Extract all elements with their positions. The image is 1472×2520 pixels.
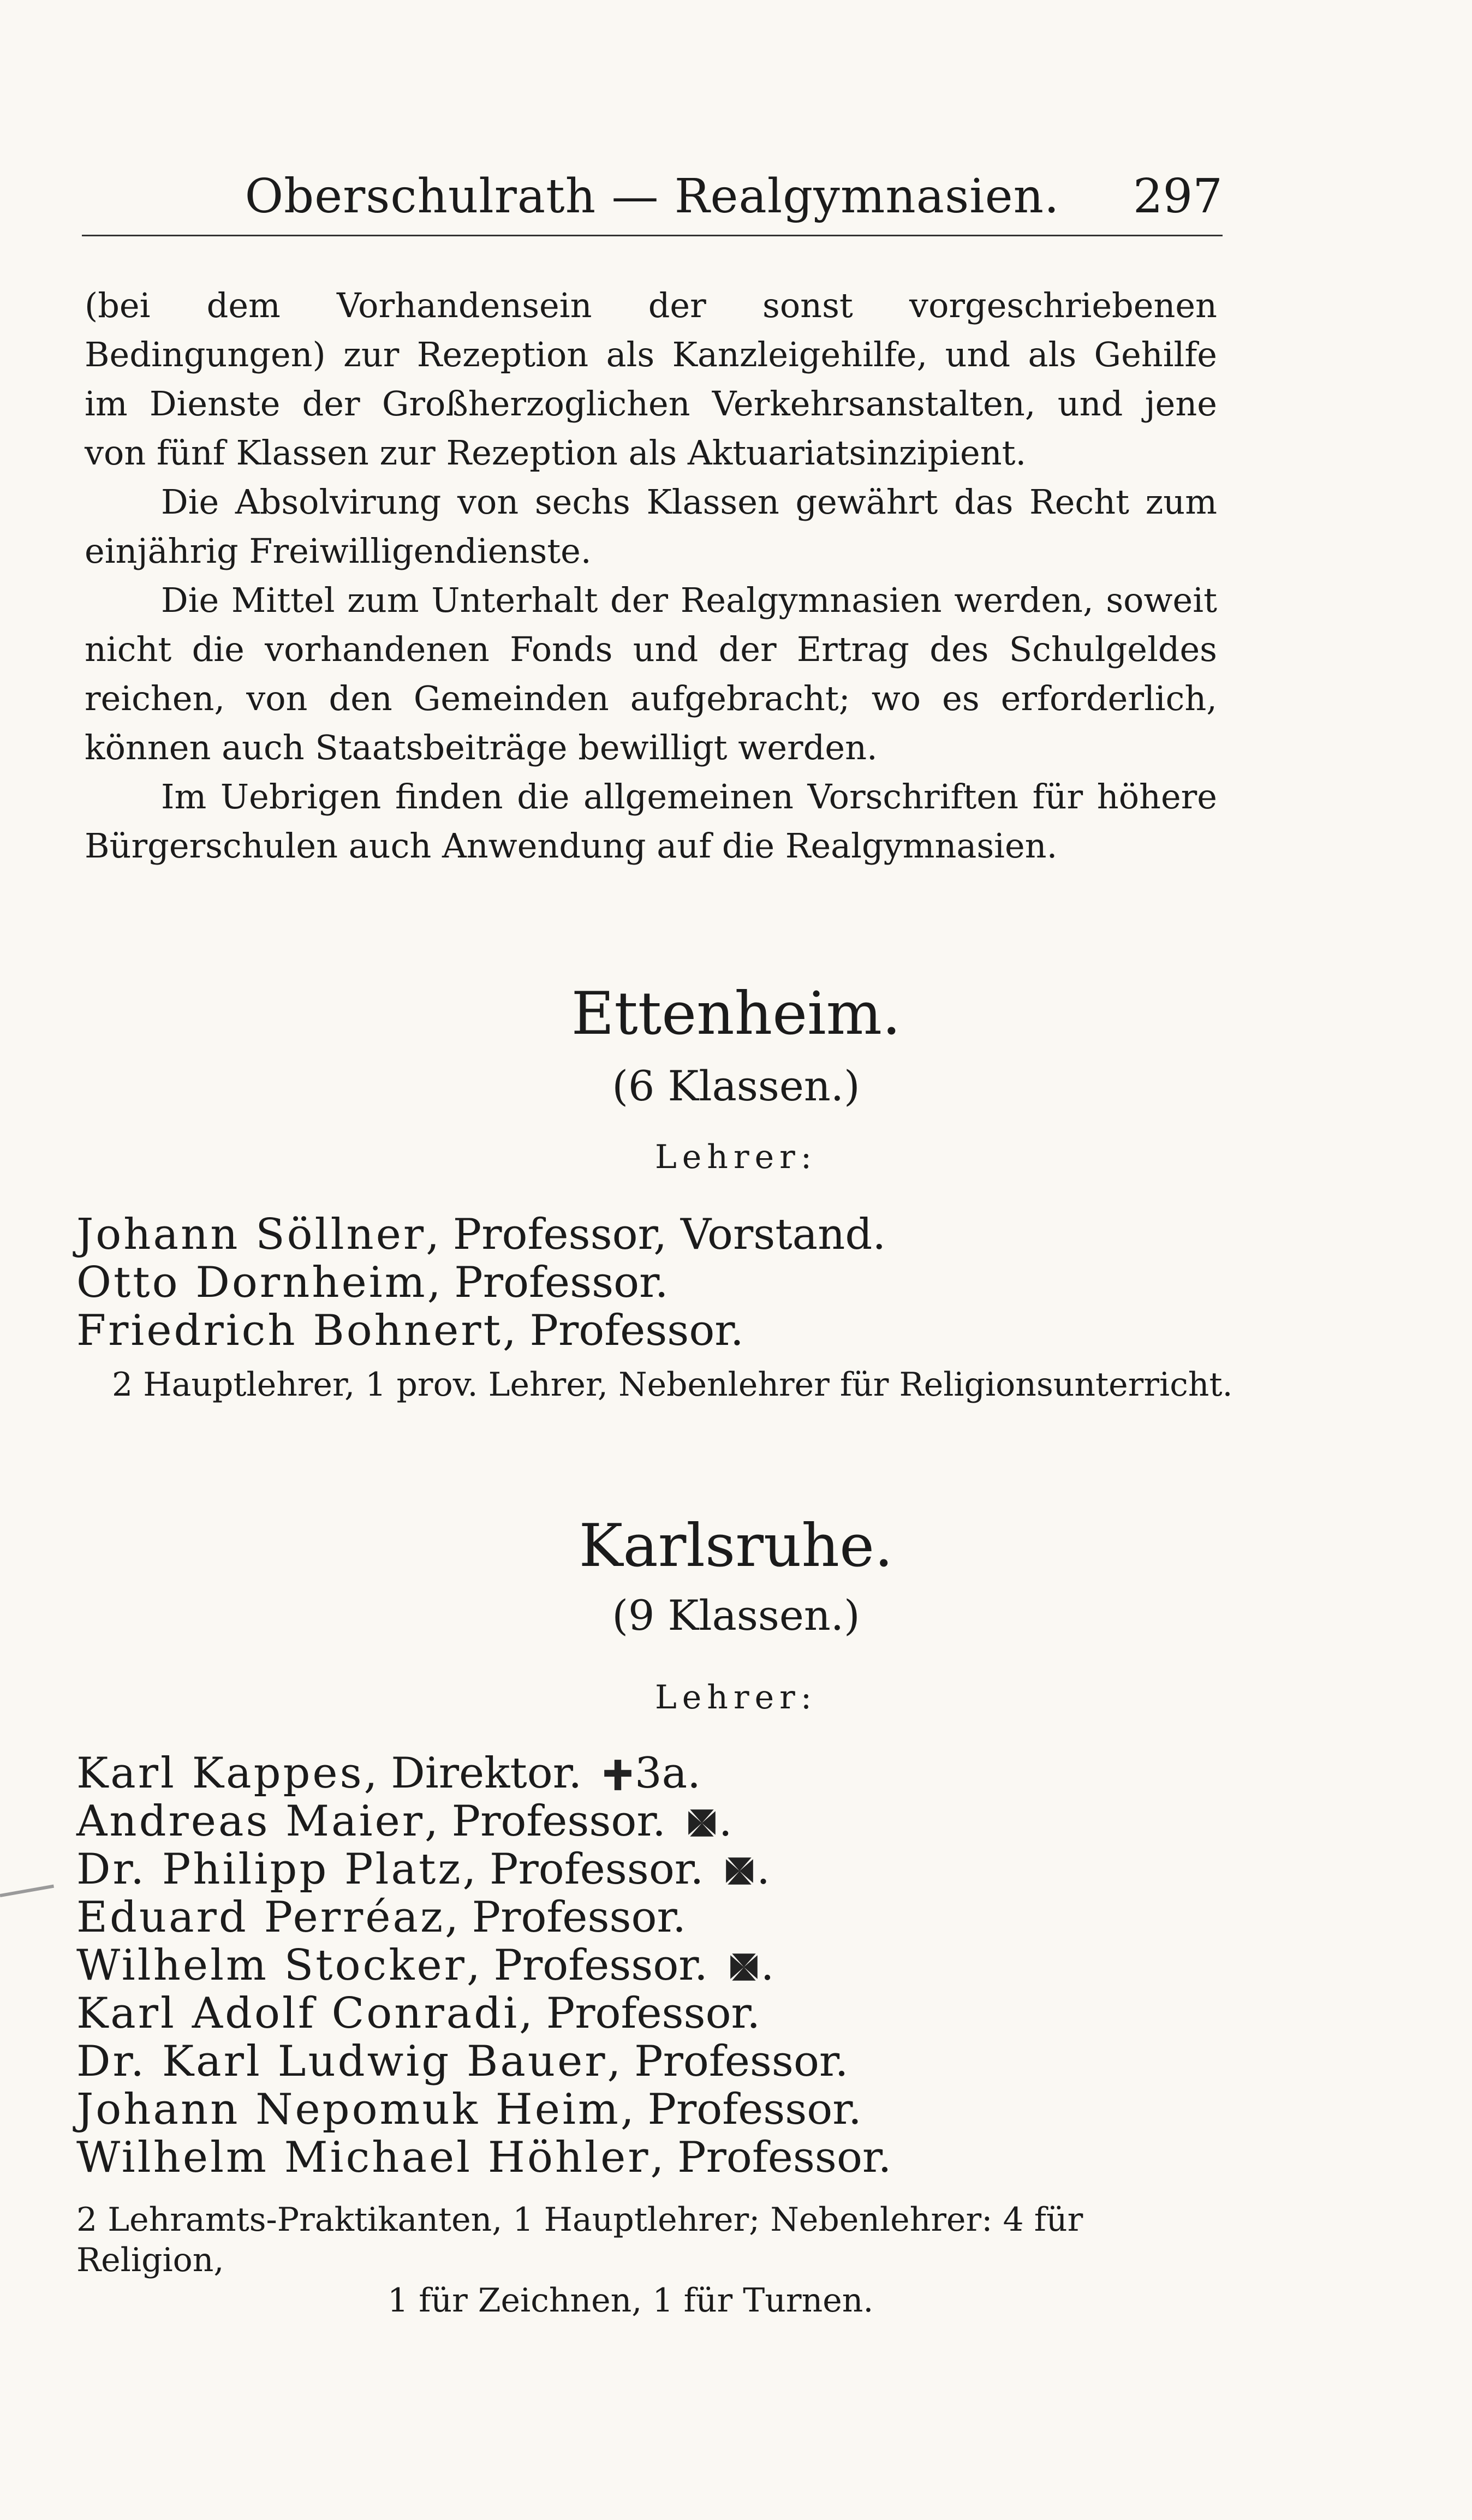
intro-paragraph: Im Uebrigen finden die allgemeinen Vorschriften für höhere Bürgerschulen auch Anwendung auf die Realgymnasien. [85, 777, 1217, 866]
teachers-label-ettenheim: Lehrer: [654, 1138, 818, 1176]
staff-role: , Professor, Vorstand. [426, 1210, 886, 1259]
section-title-ettenheim: Ettenheim. [571, 980, 901, 1048]
staff-name: Wilhelm Michael Höhler [76, 2133, 651, 2182]
staff-name: Karl Kappes [76, 1749, 364, 1798]
section-title-karlsruhe: Karlsruhe. [579, 1512, 893, 1580]
staff-suffix: . [756, 1845, 770, 1894]
staff-role: , Professor. [607, 2037, 849, 2086]
intro-text [85, 281, 1217, 871]
staff-role: , Professor. [519, 1989, 761, 2038]
staff-entry [76, 2134, 1250, 2182]
staff-name: Andreas Maier [76, 1797, 425, 1846]
staff-role: , Direktor. [363, 1749, 596, 1798]
staff-note-line: 2 Lehramts-Praktikanten, 1 Hauptlehrer; Nebenlehrer: 4 für Religion, [76, 2201, 1083, 2279]
staff-entry [76, 1989, 1250, 2038]
staff-entry [76, 1845, 1250, 1893]
maltese-cross-icon [723, 1854, 756, 1888]
staff-note-karlsruhe [76, 2200, 1217, 2321]
intro-paragraph: Die Absolvirung von sechs Klassen gewährt das Recht zum einjährig Freiwilligendienste. [85, 482, 1217, 571]
maltese-cross-icon [727, 1950, 761, 1984]
running-title: Oberschulrath — Realgymnasien. [245, 169, 1060, 224]
staff-suffix: 3a. [635, 1749, 701, 1798]
staff-note-ettenheim: 2 Hauptlehrer, 1 prov. Lehrer, Nebenlehrer für Religionsunterricht. [112, 1366, 1233, 1404]
staff-suffix: . [760, 1941, 774, 1990]
page-header [82, 164, 1223, 236]
staff-name: Karl Adolf Conradi [76, 1989, 520, 2038]
teachers-label-karlsruhe: Lehrer: [654, 1678, 818, 1717]
staff-name: Dr. Karl Ludwig Bauer [76, 2037, 607, 2086]
staff-note-line: 1 für Zeichnen, 1 für Turnen. [388, 2281, 874, 2320]
staff-entry [76, 1307, 1250, 1355]
staff-entry [76, 2086, 1250, 2134]
staff-name: Friedrich Bohnert [76, 1306, 503, 1355]
staff-entry [76, 1893, 1250, 1941]
order-cross-icon [601, 1758, 635, 1792]
staff-role: , Professor. [425, 1797, 680, 1846]
intro-paragraph: (bei dem Vorhandensein der sonst vorgeschriebenen Bedingungen) zur Rezeption als Kanzleigehilfe, und als Gehilfe im Dienste der Großherzoglichen Verkehrsanstalten, und jene von fünf Klassen zur Rezeption als Aktuariatsinzipient. [85, 285, 1217, 473]
staff-name: Otto Dornheim [76, 1258, 427, 1307]
staff-list-ettenheim [76, 1211, 1250, 1355]
staff-role: , Professor. [466, 1941, 722, 1990]
staff-entry [76, 1211, 1250, 1259]
staff-role: , Professor. [445, 1893, 686, 1942]
staff-entry [76, 1797, 1250, 1845]
maltese-cross-icon [685, 1806, 719, 1840]
staff-role: , Professor. [650, 2133, 892, 2182]
staff-role: , Professor. [462, 1845, 718, 1894]
section-classes-karlsruhe: (9 Klassen.) [612, 1591, 860, 1640]
staff-name: Dr. Philipp Platz [76, 1845, 463, 1894]
staff-name: Johann Nepomuk Heim [76, 2085, 621, 2134]
staff-list-karlsruhe [76, 1749, 1250, 2182]
staff-name: Johann Söllner [76, 1210, 426, 1259]
staff-entry [76, 1259, 1250, 1307]
staff-name: Wilhelm Stocker [76, 1941, 467, 1990]
intro-paragraph: Die Mittel zum Unterhalt der Realgymnasien werden, soweit nicht die vorhandenen Fonds und der Ertrag des Schulgeldes reichen, von den Gemeinden aufgebracht; wo es erforderlich, können auch Staatsbeiträge bewilligt werden. [85, 580, 1217, 767]
staff-role: , Professor. [620, 2085, 862, 2134]
staff-role: , Professor. [427, 1258, 669, 1307]
section-classes-ettenheim: (6 Klassen.) [612, 1062, 860, 1110]
staff-suffix: . [718, 1797, 732, 1846]
page-number: 297 [1133, 169, 1223, 224]
staff-entry [76, 2038, 1250, 2086]
staff-role: , Professor. [502, 1306, 744, 1355]
staff-name: Eduard Perréaz [76, 1893, 445, 1942]
staff-entry [76, 1941, 1250, 1989]
staff-entry [76, 1749, 1250, 1797]
margin-mark [0, 1885, 54, 1897]
